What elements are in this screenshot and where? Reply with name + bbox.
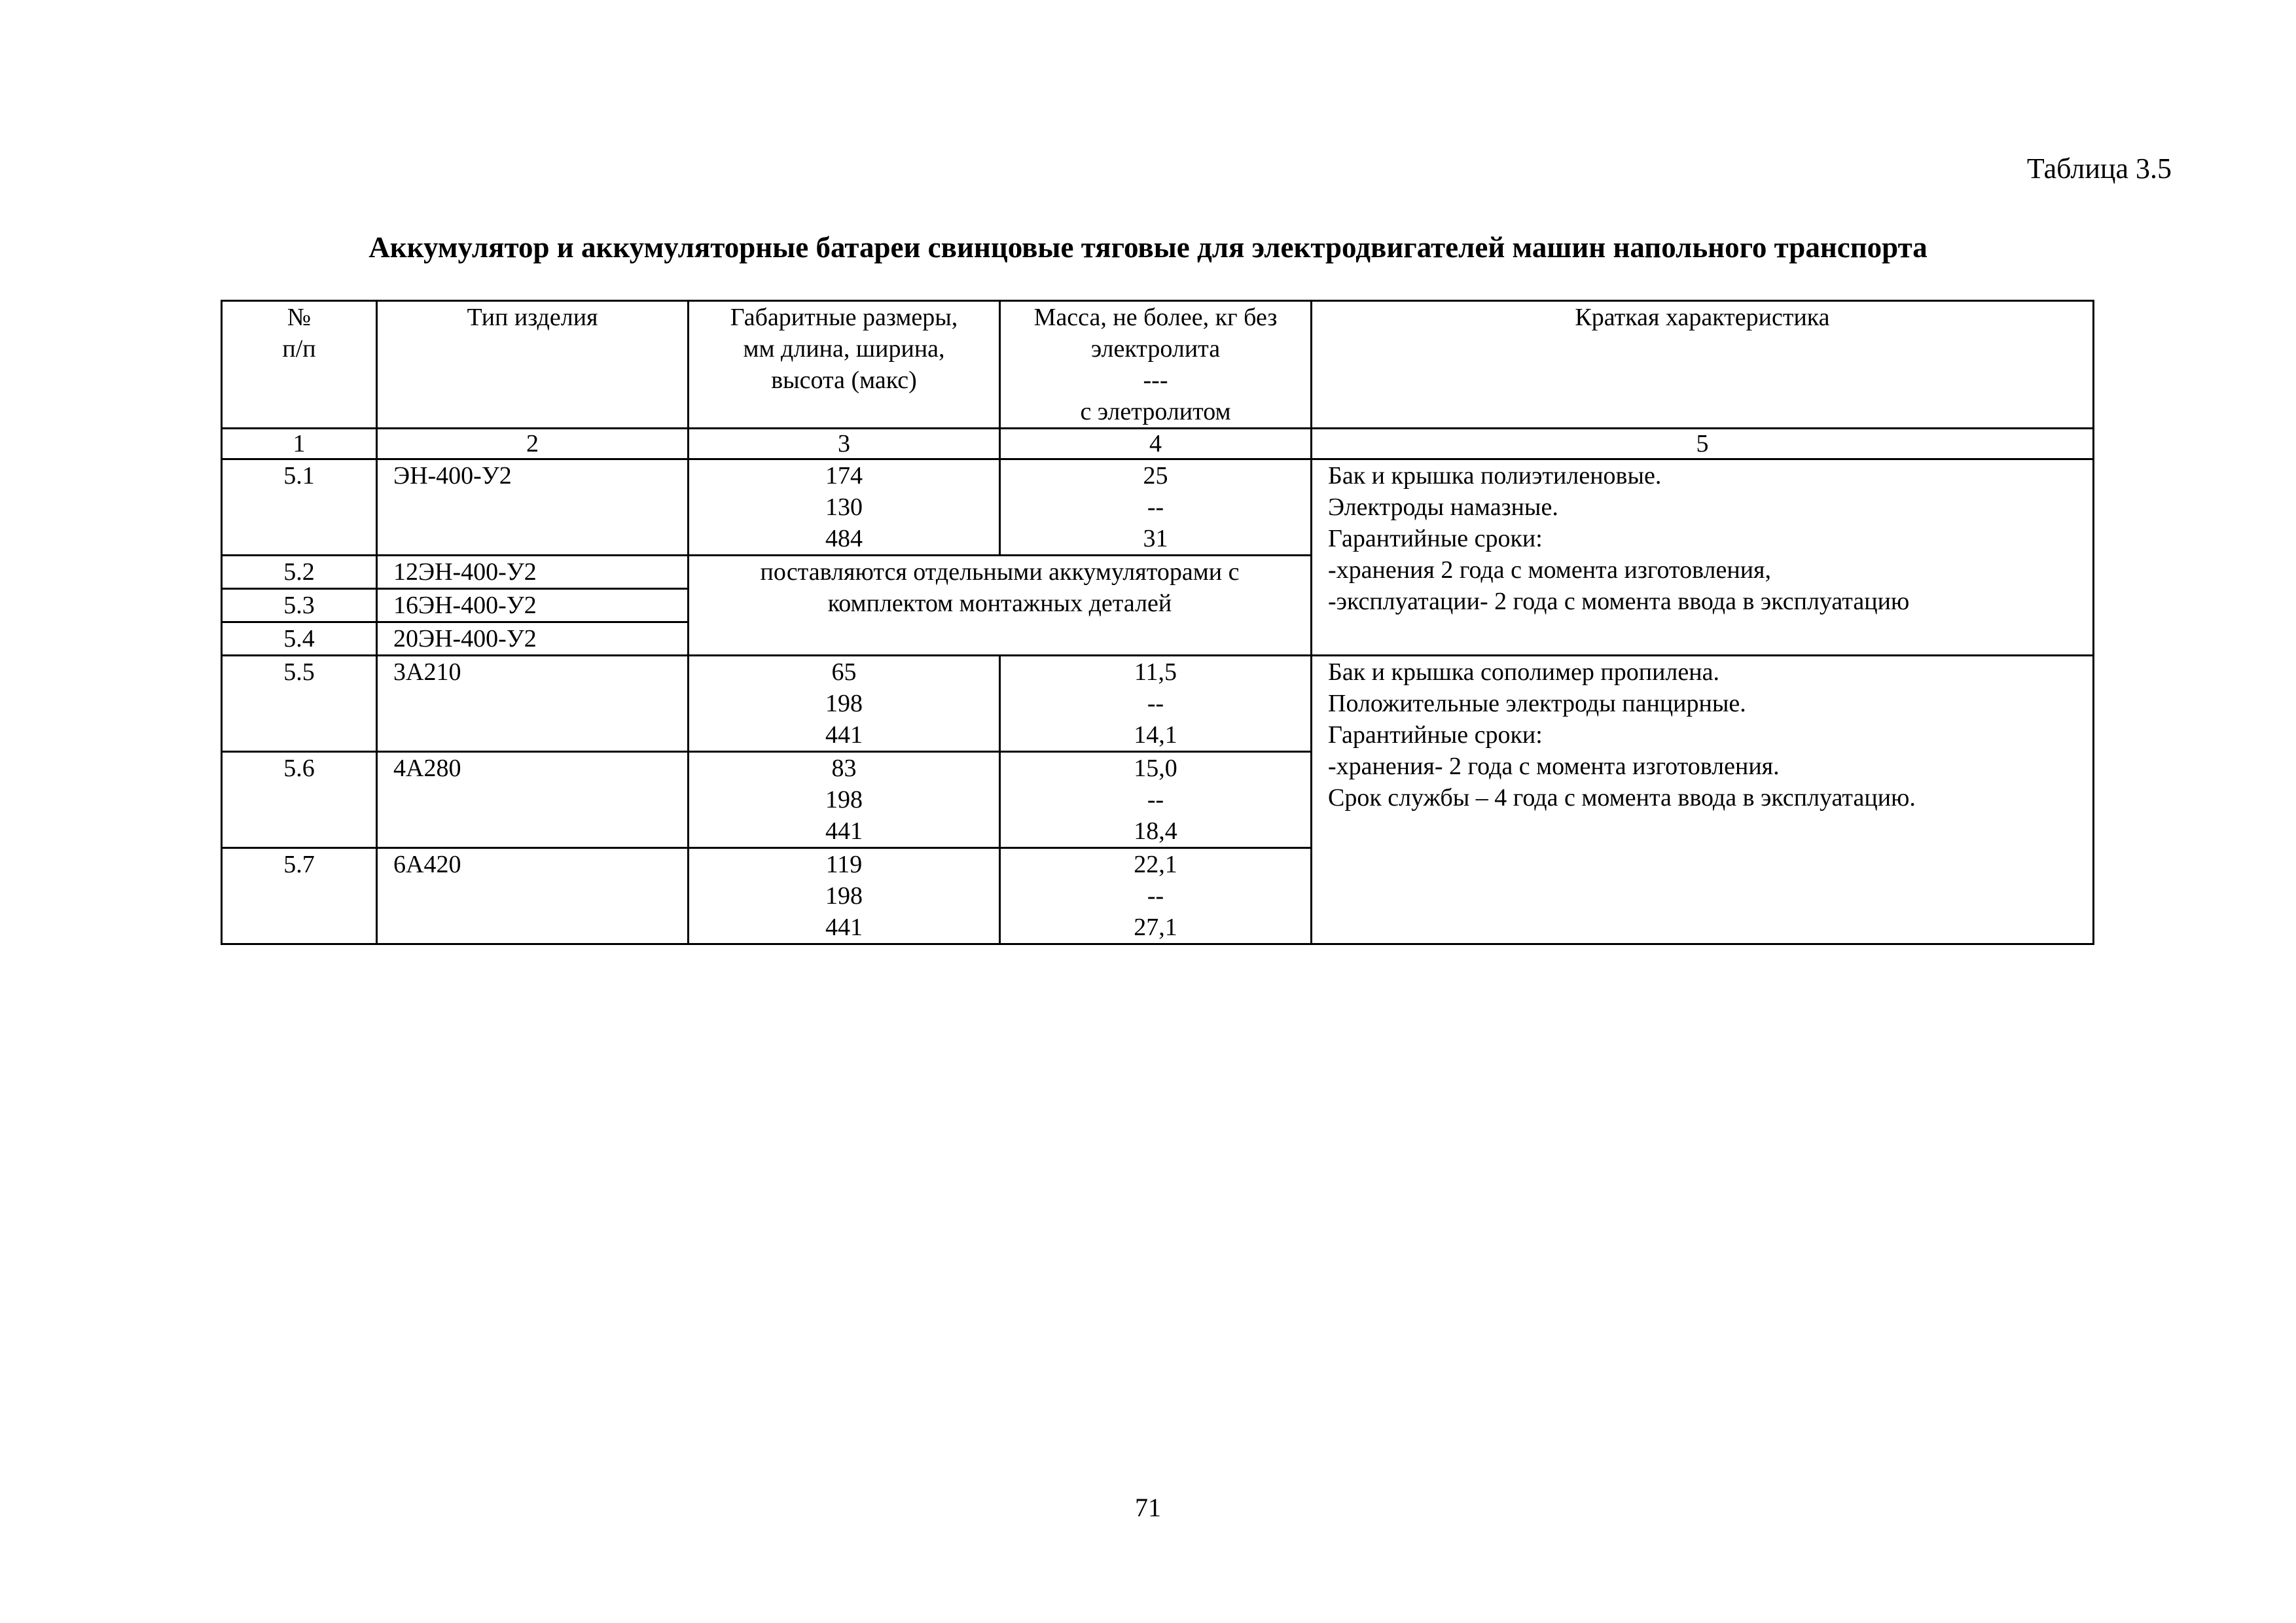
header-description: Краткая характеристика <box>1312 301 2094 429</box>
row-type: 3А210 <box>377 656 689 752</box>
column-number: 3 <box>689 429 1000 459</box>
header-mass: Масса, не более, кг без электролита --- с элетролитом <box>1000 301 1312 429</box>
row-type: 4А280 <box>377 752 689 848</box>
row-number: 5.3 <box>222 589 377 622</box>
table-caption: Таблица 3.5 <box>2026 152 2172 185</box>
row-dimensions: 83 198 441 <box>689 752 1000 848</box>
row-number: 5.4 <box>222 622 377 656</box>
row-type: 20ЭН-400-У2 <box>377 622 689 656</box>
row-number: 5.6 <box>222 752 377 848</box>
row-number: 5.1 <box>222 459 377 556</box>
table-row <box>222 459 2094 556</box>
column-number-row <box>222 429 2094 459</box>
table-title: Аккумулятор и аккумуляторные батареи свинцовые тяговые для электродвигателей машин напольного транспорта <box>368 231 1928 264</box>
row-number: 5.7 <box>222 848 377 944</box>
description-group-1: Бак и крышка полиэтиленовые. Электроды намазные. Гарантийные сроки: -хранения 2 года с момента изготовления, -эксплуатации- 2 года с момента ввода в эксплуатацию <box>1312 459 2094 656</box>
row-number: 5.5 <box>222 656 377 752</box>
header-number: № п/п <box>222 301 377 429</box>
row-dimensions: 174 130 484 <box>689 459 1000 556</box>
column-number: 4 <box>1000 429 1312 459</box>
row-type: 16ЭН-400-У2 <box>377 589 689 622</box>
row-mass: 15,0 -- 18,4 <box>1000 752 1312 848</box>
row-mass: 11,5 -- 14,1 <box>1000 656 1312 752</box>
header-row <box>222 301 2094 429</box>
description-group-2: Бак и крышка сополимер пропилена. Положительные электроды панцирные. Гарантийные сроки: -хранения- 2 года с момента изготовления. Срок службы – 4 года с момента ввода в эксплуатацию. <box>1312 656 2094 944</box>
column-number: 1 <box>222 429 377 459</box>
column-number: 5 <box>1312 429 2094 459</box>
row-dimensions: 119 198 441 <box>689 848 1000 944</box>
row-dimensions: 65 198 441 <box>689 656 1000 752</box>
header-type: Тип изделия <box>377 301 689 429</box>
row-type: ЭН-400-У2 <box>377 459 689 556</box>
row-number: 5.2 <box>222 556 377 589</box>
row-type: 12ЭН-400-У2 <box>377 556 689 589</box>
battery-table <box>221 300 2094 945</box>
column-number: 2 <box>377 429 689 459</box>
page-number: 71 <box>1135 1493 1161 1522</box>
merged-note: поставляются отдельными аккумуляторами с комплектом монтажных деталей <box>689 556 1312 656</box>
table-row <box>222 656 2094 752</box>
row-mass: 25 -- 31 <box>1000 459 1312 556</box>
row-type: 6А420 <box>377 848 689 944</box>
header-dimensions: Габаритные размеры, мм длина, ширина, высота (макс) <box>689 301 1000 429</box>
row-mass: 22,1 -- 27,1 <box>1000 848 1312 944</box>
